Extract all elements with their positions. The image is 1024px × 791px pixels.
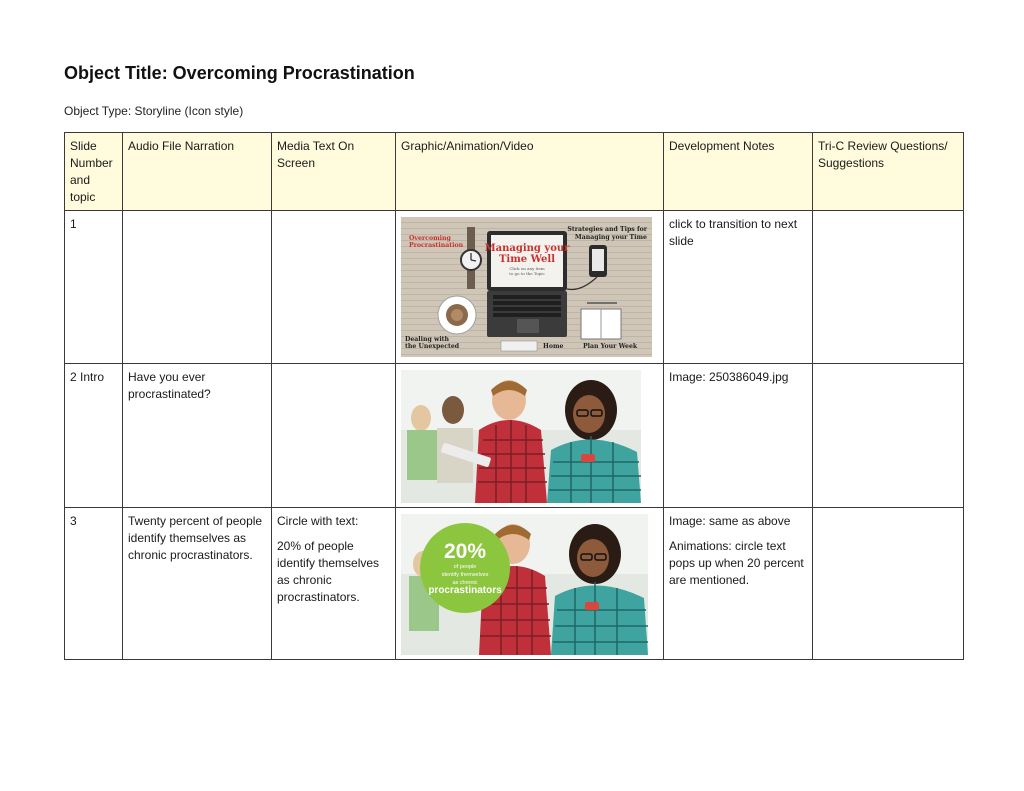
dev-note-a: Image: 250386049.jpg bbox=[669, 370, 789, 384]
screen-small-2: to go to the Topic bbox=[509, 271, 545, 276]
stat-line-3: as chronic bbox=[452, 580, 478, 586]
label-overcoming-1: Overcoming bbox=[409, 235, 451, 242]
cell-review bbox=[813, 364, 964, 508]
stat-line-4: procrastinators bbox=[428, 585, 502, 596]
students-image bbox=[401, 370, 641, 503]
cell-slide: 2 Intro bbox=[65, 364, 123, 508]
table-row bbox=[65, 508, 964, 660]
stat-line-1: of people bbox=[453, 564, 477, 570]
table-row bbox=[65, 211, 964, 364]
cell-audio: Twenty percent of people identify themselves as chronic procrastinators. bbox=[123, 508, 272, 660]
slide-thumbnail-desk bbox=[401, 217, 652, 357]
cell-audio: Have you ever procrastinated? bbox=[123, 364, 272, 508]
table-row bbox=[65, 364, 964, 508]
media-text-b: 20% of people identify themselves as chronic procrastinators. bbox=[277, 539, 380, 604]
cell-media bbox=[272, 211, 396, 364]
screen-small-1: Click on any item bbox=[509, 266, 545, 271]
dev-note-b: Animations: circle text pops up when 20 percent are mentioned. bbox=[669, 539, 804, 587]
dev-note-a: click to transition to next slide bbox=[669, 217, 798, 248]
label-home: Home bbox=[543, 343, 564, 350]
cell-graphic bbox=[396, 364, 664, 508]
screen-title-1: Managing your bbox=[484, 243, 570, 254]
cell-graphic bbox=[396, 211, 664, 364]
header-row bbox=[65, 133, 964, 211]
stat-percent: 20% bbox=[443, 540, 487, 563]
header-slide-number: Slide Number and topic bbox=[65, 133, 123, 211]
header-development-notes: Development Notes bbox=[664, 133, 813, 211]
cell-media bbox=[272, 364, 396, 508]
header-audio-narration: Audio File Narration bbox=[123, 133, 272, 211]
cell-review bbox=[813, 508, 964, 660]
label-dealing-1: Dealing with bbox=[405, 336, 450, 343]
document-title: Object Title: Overcoming Procrastination bbox=[64, 63, 415, 83]
label-strategies-1: Strategies and Tips for bbox=[567, 226, 647, 233]
cell-slide: 1 bbox=[65, 211, 123, 364]
cell-graphic bbox=[396, 508, 664, 660]
stat-line-2: identify themselves bbox=[441, 572, 489, 578]
students-photo-with-circle bbox=[401, 514, 648, 655]
cell-dev-notes bbox=[664, 508, 813, 660]
label-strategies-2: Managing your Time bbox=[574, 234, 647, 241]
cell-dev-notes bbox=[664, 364, 813, 508]
object-type: Object Type: Storyline (Icon style) bbox=[64, 104, 244, 118]
cell-slide: 3 bbox=[65, 508, 123, 660]
students-stat-image bbox=[401, 514, 648, 655]
header-review-questions: Tri-C Review Questions/ Suggestions bbox=[813, 133, 964, 211]
students-photo bbox=[401, 370, 641, 503]
cell-audio bbox=[123, 211, 272, 364]
screen-title-2: Time Well bbox=[498, 254, 556, 265]
label-plan-week: Plan Your Week bbox=[583, 343, 638, 350]
header-media-text: Media Text On Screen bbox=[272, 133, 396, 211]
label-dealing-2: the Unexpected bbox=[405, 343, 460, 350]
cell-review bbox=[813, 211, 964, 364]
storyboard-table bbox=[64, 132, 964, 660]
cell-dev-notes bbox=[664, 211, 813, 364]
label-overcoming-2: Procrastination bbox=[409, 242, 464, 249]
cell-media bbox=[272, 508, 396, 660]
dev-note-a: Image: same as above bbox=[669, 514, 791, 528]
header-graphic: Graphic/Animation/Video bbox=[396, 133, 664, 211]
desk-illustration-image bbox=[401, 217, 652, 357]
media-text-a: Circle with text: bbox=[277, 514, 359, 528]
